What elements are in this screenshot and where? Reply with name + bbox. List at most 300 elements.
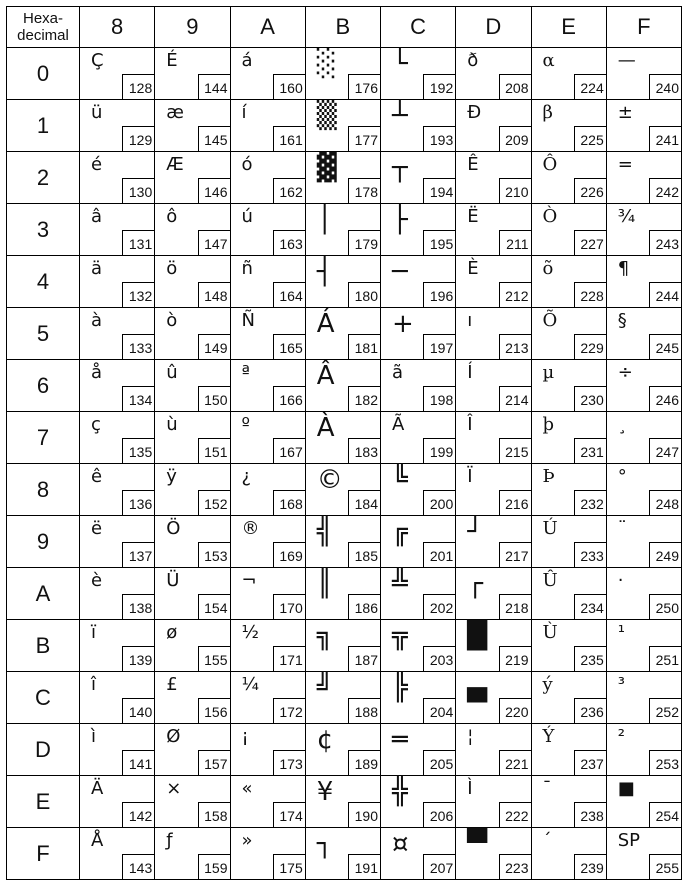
character-glyph: æ — [166, 102, 184, 123]
table-row — [7, 100, 682, 152]
code-cell — [155, 464, 230, 516]
decimal-code: 129 — [122, 126, 154, 151]
decimal-code: 161 — [273, 126, 305, 151]
code-cell — [80, 672, 155, 724]
row-header: D — [7, 724, 80, 776]
character-glyph: β — [542, 102, 553, 123]
code-cell — [381, 412, 456, 464]
decimal-code: 204 — [423, 698, 455, 723]
character-glyph: Ì — [467, 778, 473, 799]
decimal-code: 141 — [122, 750, 154, 775]
table-row — [7, 48, 682, 100]
code-cell — [305, 776, 380, 828]
code-cell — [381, 464, 456, 516]
code-cell — [155, 48, 230, 100]
character-glyph: ¤ — [392, 829, 409, 859]
decimal-code: 172 — [273, 698, 305, 723]
code-cell — [230, 412, 305, 464]
decimal-code: 202 — [423, 594, 455, 619]
column-header: E — [531, 7, 606, 48]
decimal-code: 185 — [348, 542, 380, 567]
code-cell — [381, 204, 456, 256]
decimal-code: 148 — [198, 282, 230, 307]
row-header: 6 — [7, 360, 80, 412]
code-cell — [606, 516, 681, 568]
character-glyph: ░ — [316, 49, 337, 79]
code-cell — [606, 308, 681, 360]
character-glyph: Ô — [542, 154, 558, 175]
decimal-code: 179 — [348, 230, 380, 255]
code-cell — [531, 620, 606, 672]
code-cell — [456, 464, 531, 516]
character-glyph: Æ — [166, 154, 184, 175]
code-cell — [456, 724, 531, 776]
character-glyph: Î — [467, 414, 473, 435]
character-glyph: â — [91, 206, 103, 227]
decimal-code: 252 — [649, 698, 681, 723]
decimal-code: 254 — [649, 802, 681, 827]
decimal-code: 237 — [574, 750, 606, 775]
decimal-code: 170 — [273, 594, 305, 619]
character-glyph: — — [617, 50, 636, 71]
code-cell — [606, 360, 681, 412]
table-row — [7, 672, 682, 724]
row-header: F — [7, 828, 80, 880]
code-cell — [305, 412, 380, 464]
decimal-code: 158 — [198, 802, 230, 827]
code-cell — [381, 360, 456, 412]
character-glyph: ¬ — [241, 570, 257, 591]
code-cell — [381, 672, 456, 724]
code-cell — [305, 464, 380, 516]
table-row — [7, 516, 682, 568]
decimal-code: 192 — [423, 74, 455, 99]
decimal-code: 223 — [499, 854, 531, 879]
decimal-code: 174 — [273, 802, 305, 827]
decimal-code: 165 — [273, 334, 305, 359]
character-glyph: ÷ — [617, 362, 633, 383]
character-glyph: î — [91, 674, 97, 695]
character-glyph: ╠ — [392, 673, 408, 703]
table-row — [7, 360, 682, 412]
table-row — [7, 620, 682, 672]
character-glyph: ╣ — [316, 517, 333, 547]
decimal-code: 149 — [198, 334, 230, 359]
character-glyph: × — [166, 778, 182, 799]
character-glyph: § — [617, 310, 627, 331]
table-row — [7, 204, 682, 256]
decimal-code: 142 — [122, 802, 154, 827]
code-cell — [606, 412, 681, 464]
table-row — [7, 412, 682, 464]
decimal-code: 232 — [574, 490, 606, 515]
decimal-code: 211 — [499, 230, 531, 255]
decimal-code: 248 — [649, 490, 681, 515]
code-cell — [531, 100, 606, 152]
decimal-code: 183 — [348, 438, 380, 463]
decimal-code: 226 — [574, 178, 606, 203]
character-glyph: £ — [166, 674, 178, 695]
character-glyph: ¹ — [617, 622, 625, 643]
decimal-code: 137 — [122, 542, 154, 567]
corner-label: Hexa- decimal — [7, 7, 80, 48]
code-cell — [155, 724, 230, 776]
decimal-code: 222 — [499, 802, 531, 827]
code-cell — [381, 48, 456, 100]
decimal-code: 157 — [198, 750, 230, 775]
character-glyph: α — [542, 50, 555, 71]
code-cell — [305, 620, 380, 672]
code-cell — [80, 776, 155, 828]
code-cell — [305, 568, 380, 620]
row-header: 4 — [7, 256, 80, 308]
character-glyph: ³ — [617, 674, 625, 695]
code-cell — [230, 100, 305, 152]
decimal-code: 186 — [348, 594, 380, 619]
decimal-code: 199 — [423, 438, 455, 463]
decimal-code: 178 — [348, 178, 380, 203]
decimal-code: 160 — [273, 74, 305, 99]
code-cell — [80, 204, 155, 256]
character-glyph: ì — [91, 726, 97, 747]
character-glyph: ¢ — [316, 725, 334, 755]
row-header: A — [7, 568, 80, 620]
code-cell — [155, 412, 230, 464]
character-glyph: ─ — [392, 257, 408, 287]
character-glyph: ║ — [316, 569, 333, 599]
table-row — [7, 152, 682, 204]
decimal-code: 155 — [198, 646, 230, 671]
code-cell — [230, 308, 305, 360]
code-cell — [305, 672, 380, 724]
decimal-code: 131 — [122, 230, 154, 255]
decimal-code: 198 — [423, 386, 455, 411]
row-header: 3 — [7, 204, 80, 256]
character-glyph: ı — [467, 310, 473, 331]
row-header: 7 — [7, 412, 80, 464]
code-cell — [230, 724, 305, 776]
decimal-code: 244 — [649, 282, 681, 307]
character-glyph: ã — [392, 362, 404, 383]
code-cell — [155, 204, 230, 256]
character-glyph: È — [467, 258, 479, 279]
code-cell — [80, 360, 155, 412]
character-glyph: ▓ — [316, 153, 337, 183]
decimal-code: 231 — [574, 438, 606, 463]
code-cell — [80, 256, 155, 308]
decimal-code: 171 — [273, 646, 305, 671]
column-header: B — [305, 7, 380, 48]
character-glyph: ó — [241, 154, 253, 175]
code-cell — [381, 256, 456, 308]
decimal-code: 133 — [122, 334, 154, 359]
decimal-code: 239 — [574, 854, 606, 879]
code-cell — [456, 204, 531, 256]
code-page-chart — [6, 6, 682, 880]
code-cell — [456, 308, 531, 360]
character-glyph: ƒ — [166, 830, 173, 851]
character-glyph: ¿ — [241, 466, 252, 487]
character-glyph: ´ — [542, 830, 552, 851]
code-cell — [155, 672, 230, 724]
decimal-code: 135 — [122, 438, 154, 463]
character-glyph: ° — [617, 466, 627, 487]
character-glyph: ╗ — [316, 621, 333, 651]
code-cell — [606, 48, 681, 100]
decimal-code: 207 — [423, 854, 455, 879]
character-glyph: ± — [617, 102, 633, 123]
decimal-code: 234 — [574, 594, 606, 619]
code-cell — [456, 672, 531, 724]
code-cell — [230, 828, 305, 880]
code-cell — [305, 828, 380, 880]
decimal-code: 215 — [499, 438, 531, 463]
decimal-code: 213 — [499, 334, 531, 359]
code-cell — [80, 724, 155, 776]
character-glyph: · — [617, 570, 624, 591]
code-cell — [606, 204, 681, 256]
code-cell — [155, 776, 230, 828]
character-glyph: █ — [467, 621, 488, 651]
code-cell — [230, 672, 305, 724]
code-cell — [381, 100, 456, 152]
code-cell — [230, 48, 305, 100]
character-glyph: ô — [166, 206, 178, 227]
code-cell — [305, 48, 380, 100]
character-glyph: Ç — [91, 50, 104, 71]
character-glyph: à — [91, 310, 103, 331]
character-glyph: Í — [467, 362, 473, 383]
decimal-code: 214 — [499, 386, 531, 411]
code-cell — [531, 308, 606, 360]
character-glyph: º — [241, 414, 250, 435]
table-row — [7, 568, 682, 620]
character-glyph: Þ — [542, 466, 555, 487]
decimal-code: 235 — [574, 646, 606, 671]
code-cell — [606, 724, 681, 776]
decimal-code: 128 — [122, 74, 154, 99]
row-header: 2 — [7, 152, 80, 204]
character-glyph: ² — [617, 726, 625, 747]
code-cell — [155, 828, 230, 880]
code-cell — [606, 828, 681, 880]
decimal-code: 250 — [649, 594, 681, 619]
decimal-code: 162 — [273, 178, 305, 203]
decimal-code: 197 — [423, 334, 455, 359]
character-glyph: ┐ — [316, 829, 333, 859]
character-glyph: Ú — [542, 518, 558, 539]
decimal-code: 156 — [198, 698, 230, 723]
decimal-code: 139 — [122, 646, 154, 671]
code-cell — [230, 152, 305, 204]
character-glyph: ¦ — [467, 726, 474, 747]
code-cell — [456, 360, 531, 412]
code-cell — [155, 100, 230, 152]
character-glyph: ╦ — [392, 621, 408, 651]
decimal-code: 164 — [273, 282, 305, 307]
character-glyph: ¸ — [617, 414, 627, 435]
table-row — [7, 256, 682, 308]
code-cell — [230, 204, 305, 256]
row-header: E — [7, 776, 80, 828]
decimal-code: 240 — [649, 74, 681, 99]
code-cell — [230, 568, 305, 620]
code-cell — [606, 100, 681, 152]
code-cell — [531, 412, 606, 464]
column-header: 8 — [80, 7, 155, 48]
code-cell — [230, 360, 305, 412]
character-glyph: ╔ — [392, 517, 408, 547]
code-cell — [531, 724, 606, 776]
code-cell — [531, 152, 606, 204]
code-cell — [456, 516, 531, 568]
character-glyph: Ö — [166, 518, 181, 539]
code-cell — [531, 776, 606, 828]
decimal-code: 143 — [122, 854, 154, 879]
code-cell — [381, 516, 456, 568]
character-glyph: ¨ — [617, 518, 627, 539]
character-glyph: ä — [91, 258, 103, 279]
character-glyph: ┬ — [392, 153, 408, 183]
character-glyph: Û — [542, 570, 558, 591]
code-cell — [230, 464, 305, 516]
code-cell — [80, 516, 155, 568]
code-cell — [531, 464, 606, 516]
code-cell — [381, 620, 456, 672]
character-glyph: Ý — [542, 726, 555, 747]
character-glyph: Ï — [467, 466, 473, 487]
code-cell — [531, 568, 606, 620]
code-cell — [80, 620, 155, 672]
decimal-code: 167 — [273, 438, 305, 463]
decimal-code: 188 — [348, 698, 380, 723]
row-header: B — [7, 620, 80, 672]
decimal-code: 159 — [198, 854, 230, 879]
code-cell — [155, 620, 230, 672]
code-cell — [456, 568, 531, 620]
code-cell — [606, 256, 681, 308]
decimal-code: 132 — [122, 282, 154, 307]
code-cell — [305, 152, 380, 204]
character-glyph: ð — [467, 50, 479, 71]
character-glyph: ┴ — [392, 101, 408, 131]
character-glyph: í — [241, 102, 247, 123]
decimal-code: 247 — [649, 438, 681, 463]
table-row — [7, 464, 682, 516]
decimal-code: 168 — [273, 490, 305, 515]
code-cell — [305, 724, 380, 776]
code-cell — [606, 464, 681, 516]
character-glyph: Ñ — [241, 310, 255, 331]
character-glyph: Ë — [467, 206, 479, 227]
decimal-code: 193 — [423, 126, 455, 151]
table-row — [7, 724, 682, 776]
decimal-code: 140 — [122, 698, 154, 723]
character-glyph: ½ — [241, 622, 259, 643]
column-header: F — [606, 7, 681, 48]
code-cell — [606, 568, 681, 620]
decimal-code: 208 — [499, 74, 531, 99]
character-glyph: ò — [166, 310, 178, 331]
code-cell — [456, 620, 531, 672]
character-glyph: è — [91, 570, 103, 591]
decimal-code: 130 — [122, 178, 154, 203]
character-glyph: ÿ — [166, 466, 177, 487]
decimal-code: 169 — [273, 542, 305, 567]
character-glyph: SP — [617, 830, 641, 851]
decimal-code: 238 — [574, 802, 606, 827]
decimal-code: 195 — [423, 230, 455, 255]
row-header: C — [7, 672, 80, 724]
character-glyph: ë — [91, 518, 103, 539]
code-cell — [606, 620, 681, 672]
decimal-code: 184 — [348, 490, 380, 515]
code-cell — [606, 672, 681, 724]
character-glyph: ▒ — [316, 101, 337, 131]
decimal-code: 196 — [423, 282, 455, 307]
decimal-code: 176 — [348, 74, 380, 99]
code-cell — [381, 828, 456, 880]
decimal-code: 241 — [649, 126, 681, 151]
decimal-code: 212 — [499, 282, 531, 307]
decimal-code: 209 — [499, 126, 531, 151]
code-cell — [155, 516, 230, 568]
decimal-code: 251 — [649, 646, 681, 671]
decimal-code: 245 — [649, 334, 681, 359]
character-glyph: Ã — [392, 414, 405, 435]
code-cell — [155, 308, 230, 360]
character-glyph: Ê — [467, 154, 479, 175]
character-glyph: ñ — [241, 258, 253, 279]
decimal-code: 221 — [499, 750, 531, 775]
character-glyph: ¾ — [617, 206, 636, 227]
decimal-code: 152 — [198, 490, 230, 515]
character-glyph: └ — [392, 49, 408, 79]
character-glyph: Ü — [166, 570, 180, 591]
decimal-code: 187 — [348, 646, 380, 671]
decimal-code: 219 — [499, 646, 531, 671]
row-header: 9 — [7, 516, 80, 568]
character-glyph: û — [166, 362, 178, 383]
character-glyph: É — [166, 50, 178, 71]
decimal-code: 190 — [348, 802, 380, 827]
decimal-code: 134 — [122, 386, 154, 411]
code-cell — [381, 724, 456, 776]
code-cell — [305, 100, 380, 152]
character-glyph: ╚ — [392, 465, 408, 495]
character-glyph: ▀ — [467, 829, 488, 859]
code-cell — [305, 360, 380, 412]
character-glyph: é — [91, 154, 103, 175]
character-glyph: ┌ — [467, 569, 483, 599]
character-glyph: Ä — [91, 778, 104, 799]
character-glyph: ¥ — [316, 777, 334, 807]
decimal-code: 194 — [423, 178, 455, 203]
character-glyph: Â — [316, 361, 335, 391]
character-glyph: Å — [91, 830, 104, 851]
character-glyph: + — [392, 309, 414, 339]
decimal-code: 242 — [649, 178, 681, 203]
character-glyph: « — [241, 778, 253, 799]
code-cell — [155, 360, 230, 412]
column-header: A — [230, 7, 305, 48]
decimal-code: 243 — [649, 230, 681, 255]
decimal-code: 224 — [574, 74, 606, 99]
row-header: 1 — [7, 100, 80, 152]
decimal-code: 147 — [198, 230, 230, 255]
code-cell — [305, 204, 380, 256]
decimal-code: 166 — [273, 386, 305, 411]
